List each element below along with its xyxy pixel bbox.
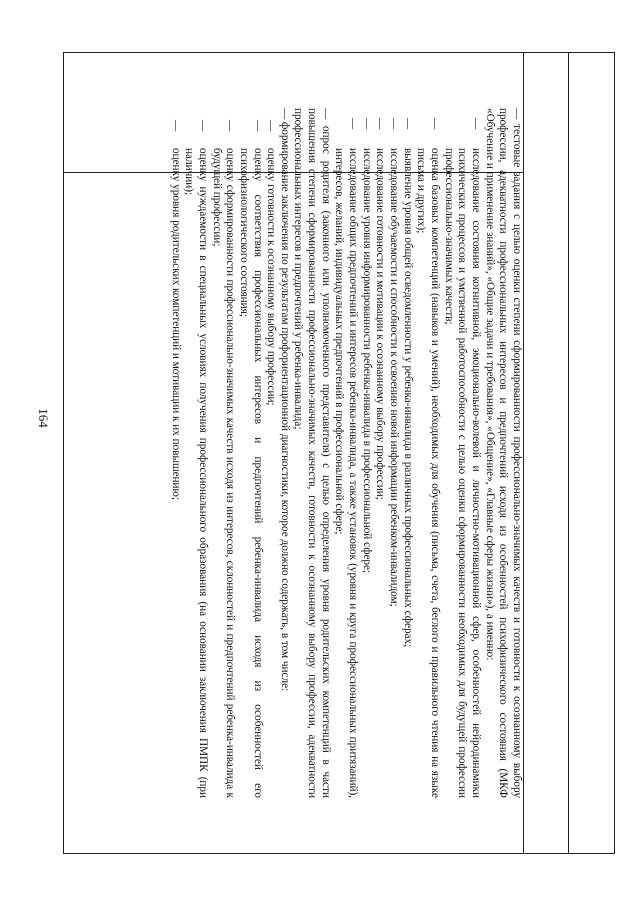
diagnostic-tests-paragraph: — тестовые задания с целью оценки степени сформированности профессионально-значимых качеств и готовности к осознанному выбору профессии, адекватности профессиональных интересов и предпочтений исходя из особенностей психофизического состояния (МКФ «Обучение и применение знаний», «Общие задачи и требования», «Общение», «Главные сферы жизни»), а именно: <box>483 108 523 798</box>
parent-survey-paragraph: — опрос родителя (законного или уполномоченного представителя) с целью определения уровня родительских компетенций в части повышения степени сформированности профессионально-значимых качеств, готовности к осознанному выбору профессии, адекватности профессиональных интересов и предпочтений у ребенка-инвалида; <box>292 108 332 798</box>
column-divider <box>523 52 524 854</box>
list-item: — исследование состояния когнитивной, эмоционально-волевой и личностно-мотивационной сфер, особенностей нейродинамики психических процессов и умственной работоспособности с целью оценки сформированности необходимых для будущей профессии профессионально-значимых качеств; <box>441 108 482 798</box>
list-item: — оценку уровня родительских компетенций и мотивации к их повышению; <box>168 108 182 798</box>
list-item: — оценку соответствия профессиональных интересов и предпочтений ребенка-инвалида исходя из особенностей его психофизиологического состояния; <box>236 108 263 798</box>
list-item: — оценку готовности к осознанному выбору профессии; <box>264 108 278 798</box>
rotated-table-cell <box>63 108 523 798</box>
conclusion-paragraph: — формирование заключения по результатам профориентационной диагностики, которое должно содержать, в том числе: <box>278 108 291 692</box>
list-item: — оценку сформированности профессионально-значимых качеств исходя из интересов, склонностей и предпочтений ребенка-инвалида к будущей профессии; <box>209 108 236 798</box>
page-number: 164 <box>36 408 51 428</box>
list-item: — исследование общих предпочтений и интересов ребенка-инвалида, а также установок (уровня и круга профессиональных притязаний), интересов, желаний, индивидуальных предпочтений в профессиональной сфере; <box>332 108 359 798</box>
list-item: — оценку нуждаемости в специальных условиях получения профессионального образования (на основании заключения ПМПК (при наличии); <box>182 108 209 798</box>
list-item: — выявление уровня общей осведомленности у ребенка-инвалида в различных профессиональных сферах; <box>400 108 414 798</box>
list-item: — исследование обучаемости и способности к освоению новой информации ребенком-инвалидом; <box>386 108 400 798</box>
list-item: — исследование готовности и мотивации к осознанному выбору профессии; <box>373 108 387 798</box>
list-item: — исследование уровня информированности ребенка-инвалида в профессиональной сфере; <box>359 108 373 798</box>
column-divider <box>568 52 569 854</box>
list-item: — оценка базовых компетенций (навыков и умений), необходимых для обучения (письма, счета, беглого и правильного чтения на языке письма и других); <box>414 108 441 798</box>
